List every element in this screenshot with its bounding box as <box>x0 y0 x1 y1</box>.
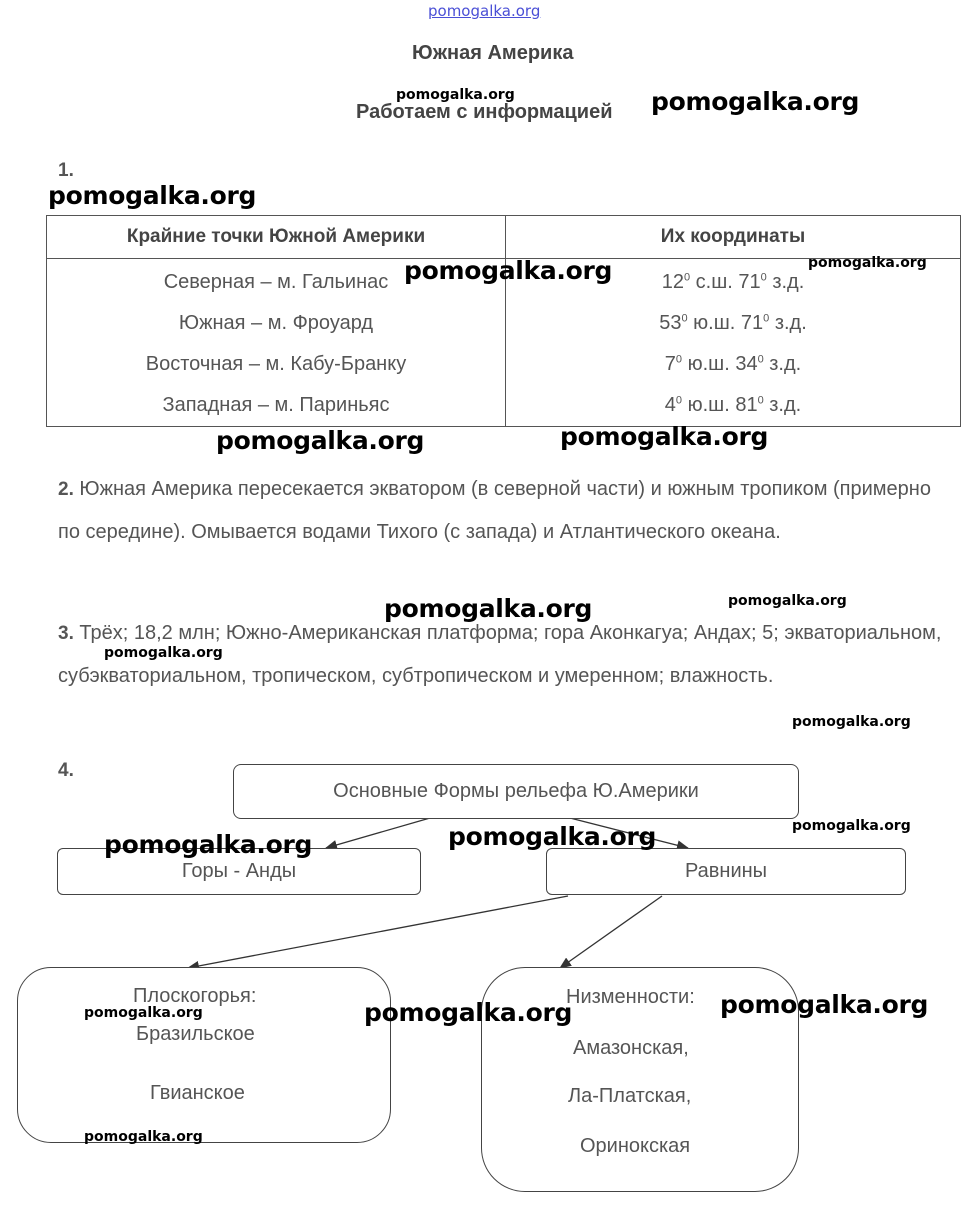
lowland-item: Амазонская, <box>573 1037 689 1059</box>
watermark: pomogalka.org <box>792 818 911 834</box>
coord-cell: $4^0$ ю.ш. $81^0$ з.д. <box>506 385 961 427</box>
watermark: pomogalka.org <box>448 822 657 851</box>
watermark: pomogalka.org <box>364 998 573 1027</box>
watermark: pomogalka.org <box>216 426 425 455</box>
watermark: pomogalka.org <box>48 181 257 210</box>
point-cell: Южная – м. Фроуард <box>47 303 506 344</box>
watermark: pomogalka.org <box>808 255 927 271</box>
plateau-item: Бразильское <box>136 1023 255 1045</box>
relief-root-box: Основные Формы рельефа Ю.Америки <box>233 764 799 819</box>
mountains-box: Горы - Анды <box>57 848 421 895</box>
plains-box: Равнины <box>546 848 906 895</box>
coord-cell: $7^0$ ю.ш. $34^0$ з.д. <box>506 344 961 385</box>
watermark: pomogalka.org <box>560 422 769 451</box>
watermark: pomogalka.org <box>84 1129 203 1145</box>
arrow-to-plateaus <box>188 896 568 968</box>
point-cell: Западная – м. Париньяс <box>47 385 506 427</box>
point-cell: Северная – м. Гальинас <box>47 259 506 304</box>
lowland-item: Оринокская <box>580 1135 691 1157</box>
table-header-coordinates: Их координаты <box>506 216 961 259</box>
coord-cell: $53^0$ ю.ш. $71^0$ з.д. <box>506 303 961 344</box>
lowland-item: Ла-Платская, <box>568 1085 692 1107</box>
page-title: Южная Америка <box>412 42 574 64</box>
watermark: pomogalka.org <box>404 256 613 285</box>
watermark: pomogalka.org <box>728 593 847 609</box>
plateaus-title: Плоскогорья: <box>133 985 257 1007</box>
arrow-to-lowlands <box>560 896 662 968</box>
coord-cell: $12^0$ с.ш. $71^0$ з.д. <box>506 259 961 304</box>
watermark: pomogalka.org <box>792 714 911 730</box>
watermark-top: pomogalka.org <box>428 2 541 20</box>
page-subtitle: Работаем с информацией <box>356 101 613 123</box>
section-3-paragraph: 3. Трёх; 18,2 млн; Южно-Американская платформа; гора Аконкагуа; Андах; 5; экваториальном, субэкваториальном, тропическом, субтропическом и умеренном; влажность. <box>58 622 942 687</box>
plateau-item: Гвианское <box>150 1082 245 1104</box>
watermark: pomogalka.org <box>84 1005 203 1021</box>
point-cell: Восточная – м. Кабу-Бранку <box>47 344 506 385</box>
watermark: pomogalka.org <box>384 594 593 623</box>
table-header-points: Крайние точки Южной Америки <box>47 216 506 259</box>
watermark: pomogalka.org <box>651 87 860 116</box>
section-1-number: 1. <box>58 160 74 181</box>
watermark: pomogalka.org <box>104 645 223 661</box>
section-4-number: 4. <box>58 760 74 781</box>
lowlands-title: Низменности: <box>566 986 695 1008</box>
watermark: pomogalka.org <box>396 87 515 103</box>
watermark: pomogalka.org <box>104 830 313 859</box>
section-2-paragraph: 2. Южная Америка пересекается экватором (в северной части) и южным тропиком (примерно по середине). Омывается водами Тихого (с запада) и Атлантического океана. <box>58 478 931 543</box>
watermark: pomogalka.org <box>720 990 929 1019</box>
arrow-to-mountains <box>326 818 430 848</box>
